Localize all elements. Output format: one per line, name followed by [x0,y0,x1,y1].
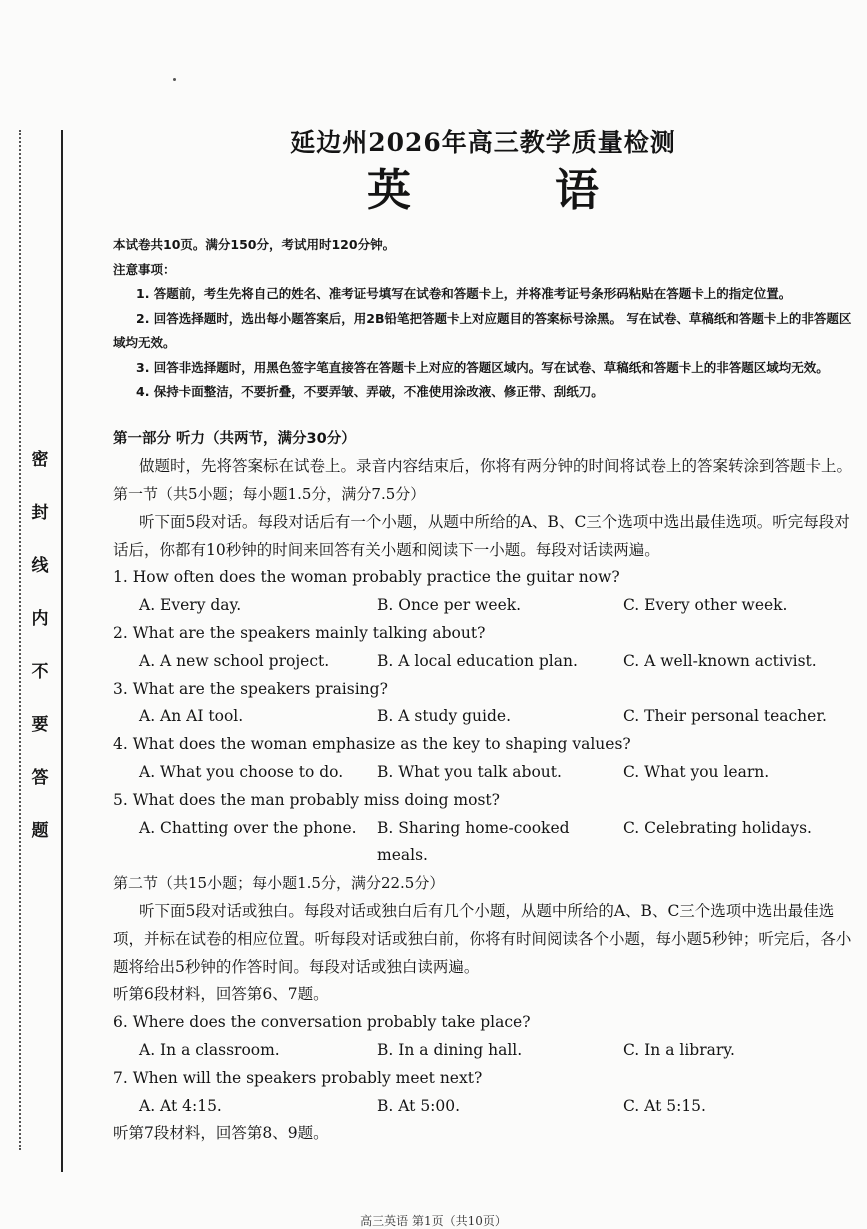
note-item: 1. 答题前，考生先将自己的姓名、准考证号填写在试卷和答题卡上，并将准考证号条形码粘贴在答题卡上的指定位置。 [136,286,792,301]
seal-line-warning [29,450,51,874]
question-options [113,1037,853,1065]
option: C. Their personal teacher. [623,707,827,726]
margin-char: 密 [31,450,49,470]
section-title: 第二节（共15小题；每小题1.5分，满分22.5分） [113,874,445,893]
option: A. An AI tool. [139,707,244,726]
margin-char: 封 [31,503,49,523]
margin-char: 不 [31,662,49,682]
option: A. Chatting over the phone. [139,818,357,837]
question-stem: 2. What are the speakers mainly talking about? [113,624,486,643]
section-instruction: 听下面5段对话或独白。每段对话或独白后有几个小题，从题中所给的A、B、C三个选项中选出最佳选项，并标在试卷的相应位置。听每段对话或独白前，你将有时间阅读各个小题，每小题5秒钟；听完后，各小题将给出5秒钟的作答时间。每段对话或独白读两遍。 [113,902,852,976]
option: B. A local education plan. [377,651,578,670]
binding-solid-line [61,130,63,1172]
page-footer: 高三英语 第1页（共10页） [360,1214,507,1228]
margin-char: 内 [31,609,49,629]
option: A. A new school project. [139,651,330,670]
material-heading: 听第7段材料，回答第8、9题。 [113,1124,329,1143]
option: B. In a dining hall. [377,1041,523,1060]
option: C. Every other week. [623,596,788,615]
question-options [113,648,853,676]
option: B. At 5:00. [377,1096,461,1115]
option: C. What you learn. [623,763,770,782]
question-stem: 3. What are the speakers praising? [113,679,388,698]
note-item: 3. 回答非选择题时，用黑色签字笔直接答在答题卡上对应的答题区域内。写在试卷、草稿纸和答题卡上的非答题区域均无效。 [136,359,829,375]
option: C. A well-known activist. [623,651,817,670]
notes-heading: 注意事项： [113,261,176,277]
option: C. At 5:15. [623,1096,706,1115]
margin-char: 题 [31,821,49,841]
option: B. What you talk about. [377,763,562,782]
option: B. Sharing home-cooked meals. [377,818,570,865]
question-options [113,703,853,731]
part-instruction: 做题时，先将答案标在试卷上。录音内容结束后，你将有两分钟的时间将试卷上的答案转涂到答题卡上。 [139,457,853,476]
exam-intro: 本试卷共10页。满分150分，考试用时120分钟。 [113,237,396,252]
margin-char: 线 [31,556,49,576]
option: C. In a library. [623,1041,735,1060]
question-stem: 4. What does the woman emphasize as the key to shaping values? [113,735,631,754]
listening-part [113,426,853,1149]
margin-char: 要 [31,715,49,735]
note-item: 2. 回答选择题时，选出每小题答案后，用2B铅笔把答题卡上对应题目的答案标号涂黑。 写在试卷、草稿纸和答题卡上的非答题区域均无效。 [113,310,852,350]
exam-title: 延边州2026年高三教学质量检测 [290,128,676,157]
section-title: 第一节（共5小题；每小题1.5分，满分7.5分） [113,485,426,504]
section-instruction: 听下面5段对话。每段对话后有一个小题，从题中所给的A、B、C三个选项中选出最佳选项。听完每段对话后，你都有10秒钟的时间来回答有关小题和阅读下一小题。每段对话读两遍。 [113,512,850,559]
material-heading: 听第6段材料，回答第6、7题。 [113,985,329,1004]
question-options [113,1093,853,1121]
exam-subject: 英 语 [367,165,649,216]
exam-notes [113,233,853,405]
note-item: 4. 保持卡面整洁，不要折叠，不要弄皱、弄破，不准使用涂改液、修正带、刮纸刀。 [136,384,604,399]
exam-page [113,120,853,1148]
option: A. What you choose to do. [139,763,344,782]
option: A. At 4:15. [139,1096,222,1115]
question-options [113,592,853,620]
margin-char: 答 [31,768,49,788]
option: A. In a classroom. [139,1041,280,1060]
option: A. Every day. [139,596,242,615]
binding-dotted-line [19,130,21,1150]
question-stem: 7. When will the speakers probably meet next? [113,1068,483,1087]
option: B. A study guide. [377,707,512,726]
part-title: 第一部分 听力（共两节，满分30分） [113,430,356,447]
question-options [113,815,853,871]
question-options [113,759,853,787]
scan-speck [173,78,176,81]
option: B. Once per week. [377,596,522,615]
question-stem: 1. How often does the woman probably practice the guitar now? [113,568,620,587]
option: C. Celebrating holidays. [623,818,812,837]
question-stem: 6. Where does the conversation probably take place? [113,1013,531,1032]
question-stem: 5. What does the man probably miss doing most? [113,790,500,809]
